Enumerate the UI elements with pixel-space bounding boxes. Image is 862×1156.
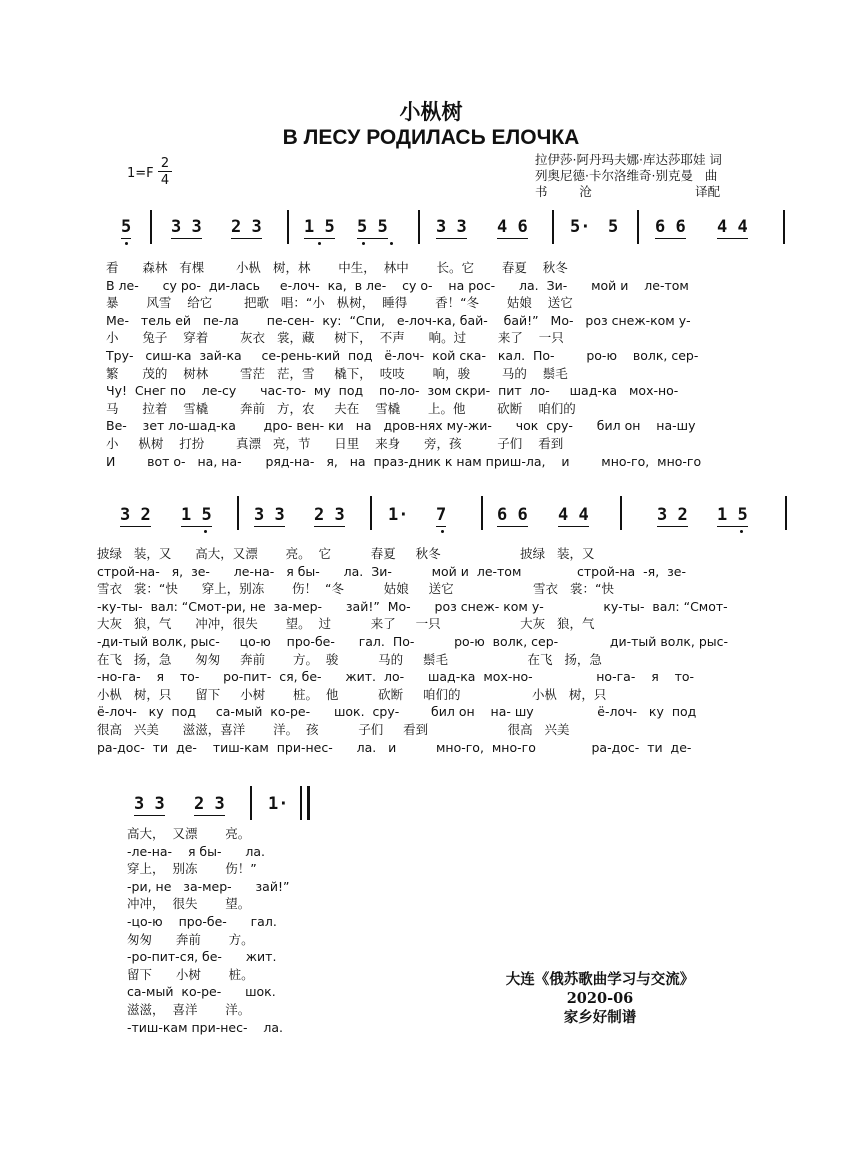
lyric-line: 披绿 装，又 高大，又漂 亮。 它 春夏 秋冬 披绿 装，又 [97, 546, 595, 561]
note-group [231, 218, 262, 236]
lyric-line: -ди-тый волк, рыс- цо-ю про-бе- гал. По- ро-ю волк, сер- ди-тый волк, рыс- [97, 634, 729, 649]
note-group [254, 506, 285, 524]
lyric-line: 匆匆 奔前 方。 [127, 931, 254, 947]
lyric-line: 小 枞树 打扮 真漂 亮，节 日里 来身 旁，孩 子们 看到 [106, 436, 564, 451]
lyric-line: 在飞 扬，急 匆匆 奔前 方。 骏 马的 鬃毛 在飞 扬，急 [97, 651, 602, 667]
lyric-line: -ро-пит-ся, бе- жит. [127, 949, 277, 965]
note-group [121, 218, 131, 236]
note-text: 4 4 [717, 217, 748, 237]
time-signature-numerator: 2 [158, 157, 172, 172]
final-barline [300, 786, 302, 820]
note-text: 1 5 [181, 505, 212, 525]
note-text: 3 3 [171, 217, 202, 237]
lyric-line: 看 森林 有棵 小枞 树，林 中生， 林中 长。它 春夏 秋冬 [106, 260, 568, 275]
barline [785, 496, 787, 530]
footer-author: 家乡好制谱 [563, 1009, 637, 1026]
lyric-line: 高大， 又漂 亮。 [127, 826, 251, 841]
time-signature-denominator: 4 [160, 173, 170, 188]
note-group [134, 795, 165, 813]
lyric-line: 穿上， 别冻 伤！” [127, 861, 257, 877]
note-group [608, 218, 618, 236]
note-text: 3 2 [120, 505, 151, 525]
low-octave-dot [362, 242, 365, 245]
footer [460, 970, 740, 1027]
note-group [717, 218, 748, 236]
barline [150, 210, 152, 244]
note-group [304, 218, 335, 236]
low-octave-dot [441, 530, 444, 533]
note-text: 6 6 [655, 217, 686, 237]
note-text: 6 6 [497, 505, 528, 525]
lyric-line: 冲冲， 很失 望。 [127, 896, 251, 912]
note-group [268, 795, 288, 813]
credit-composer: 列奥尼德·卡尔洛维奇·别克曼 曲 [535, 168, 718, 183]
low-octave-dot [740, 530, 743, 533]
barline [620, 496, 622, 530]
barline [287, 210, 289, 244]
note-text: 3 3 [254, 505, 285, 525]
lyric-line: 小 兔子 穿着 灰衣 裳，藏 树下， 不声 响。过 来了 一只 [106, 330, 564, 346]
lyric-line: Чу! Снег по ле-су час-то- му под по-ло- зом скри- пит ло- шад-ка мох-но- [106, 383, 679, 399]
note-group [657, 506, 688, 524]
barline [237, 496, 239, 530]
barline [418, 210, 420, 244]
lyric-line: 很高 兴美 滋滋，喜洋 洋。 孩 子们 看到 很高 兴美 [97, 722, 570, 737]
lyric-line: 暴 风雪 给它 把歌 唱：“小 枞树， 睡得 香！“冬 姑娘 送它 [106, 295, 573, 311]
note-text: 3 3 [436, 217, 467, 237]
note-text: 2 3 [194, 794, 225, 814]
lyric-line: И вот о- на, на- ряд-на- я, на праз-дник к нам приш-ла, и мно-го, мно-го [106, 453, 702, 469]
note-group [655, 218, 686, 236]
final-barline [307, 786, 310, 820]
note-text: 2 3 [231, 217, 262, 237]
note-group [181, 506, 212, 524]
note-text: 2 3 [314, 505, 345, 525]
lyric-line: -ле-на- я бы- ла. [127, 843, 265, 859]
lyric-line: Ме- тель ей пе-ла пе-сен- ку: “Спи, е-лоч-ка, бай- бай!” Мо- роз снеж-ком у- [106, 312, 691, 328]
lyric-line: ра-дос- ти де- тиш-кам при-нес- ла. и мно-го, мно-го ра-дос- ти де- [97, 739, 692, 755]
lyric-line: 留下 小树 桩。 [127, 966, 254, 982]
note-group [120, 506, 151, 524]
title-russian: В ЛЕСУ РОДИЛАСЬ ЕЛОЧКА [282, 126, 580, 149]
note-group [717, 506, 748, 524]
barline [552, 210, 554, 244]
low-octave-dot [125, 242, 128, 245]
note-group [497, 506, 528, 524]
note-text: 5 [608, 217, 619, 237]
note-group [171, 218, 202, 236]
low-octave-dot [390, 242, 393, 245]
note-group [558, 506, 589, 524]
lyric-line: 马 拉着 雪橇 奔前 方，农 夫在 雪橇 上。他 砍断 咱们的 [106, 400, 576, 416]
note-text: 5 5 [357, 217, 388, 237]
footer-date: 2020-06 [566, 990, 634, 1007]
lyric-line: 小枞 树，只 留下 小树 桩。 他 砍断 咱们的 小枞 树，只 [97, 686, 607, 702]
lyric-line: -тиш-кам при-нес- ла. [127, 1019, 283, 1035]
note-text: 3 3 [134, 794, 165, 814]
note-text: 1 5 [304, 217, 335, 237]
lyric-line: Ве- зет ло-шад-ка дро- вен- ки на дров-нях му-жи- чок сру- бил он на-шу [106, 418, 696, 434]
note-group [194, 795, 225, 813]
note-text: 4 6 [497, 217, 528, 237]
barline [250, 786, 252, 820]
note-text: 4 4 [558, 505, 589, 525]
lyric-line: -ри, не за-мер- зай!” [127, 878, 290, 894]
lyric-line: 雪衣 裳：“快 穿上，别冻 伤！ “冬 姑娘 送它 雪衣 裳：“快 [97, 581, 614, 597]
lyric-line: ё-лоч- ку под са-мый ко-ре- шок. сру- бил он на- шу ё-лоч- ку под [97, 704, 697, 720]
note-text: 1· [268, 794, 289, 814]
barline [637, 210, 639, 244]
lyric-line: строй-на- я, зе- ле-на- я бы- ла. Зи- мой и ле-том строй-на -я, зе- [97, 563, 686, 579]
low-octave-dot [318, 242, 321, 245]
note-group [436, 218, 467, 236]
lyric-line: -ку-ты- вал: “Смот-ри, не за-мер- зай!” Мо- роз снеж- ком у- ку-ты- вал: “Смот- [97, 598, 728, 614]
lyric-line: Тру- сиш-ка зай-ка се-рень-кий под ё-лоч- кой ска- кал. По- ро-ю волк, сер- [106, 348, 699, 363]
note-group [357, 218, 388, 236]
note-text: 7 [436, 505, 447, 525]
note-text: 1· [388, 505, 409, 525]
title-chinese: 小枞树 [399, 99, 463, 124]
lyric-line: 滋滋， 喜洋 洋。 [127, 1002, 251, 1017]
credits [535, 152, 722, 200]
lyric-line: 大灰 狼，气 冲冲，很失 望。 过 来了 一只 大灰 狼，气 [97, 616, 595, 632]
note-group [314, 506, 345, 524]
lyric-line: -цо-ю про-бе- гал. [127, 914, 277, 929]
key-signature: 1=F [127, 166, 154, 181]
lyric-line: 繁 茂的 树林 雪茫 茫，雪 橇下， 吱吱 响，骏 马的 鬃毛 [106, 365, 568, 381]
lyric-line: В ле- су ро- ди-лась е-лоч- ка, в ле- су о- на рос- ла. Зи- мой и ле-том [106, 277, 689, 293]
note-group [497, 218, 528, 236]
lyric-line: -но-га- я то- ро-пит- ся, бе- жит. ло- шад-ка мох-но- но-га- я то- [97, 669, 695, 685]
lyric-line: са-мый ко-ре- шок. [127, 984, 276, 1000]
note-group [388, 506, 408, 524]
note-text: 1 5 [717, 505, 748, 525]
credit-translator: 书 沧 译配 [535, 184, 721, 199]
note-group [570, 218, 590, 236]
note-group [436, 506, 446, 524]
note-text: 3 2 [657, 505, 688, 525]
note-text: 5 [121, 217, 132, 237]
note-text: 5· [570, 217, 591, 237]
credit-lyricist: 拉伊莎·阿丹玛夫娜·库达莎耶娃 词 [535, 152, 722, 167]
low-octave-dot [204, 530, 207, 533]
footer-source: 大连《俄苏歌曲学习与交流》 [505, 971, 695, 988]
barline [481, 496, 483, 530]
barline [370, 496, 372, 530]
barline [783, 210, 785, 244]
